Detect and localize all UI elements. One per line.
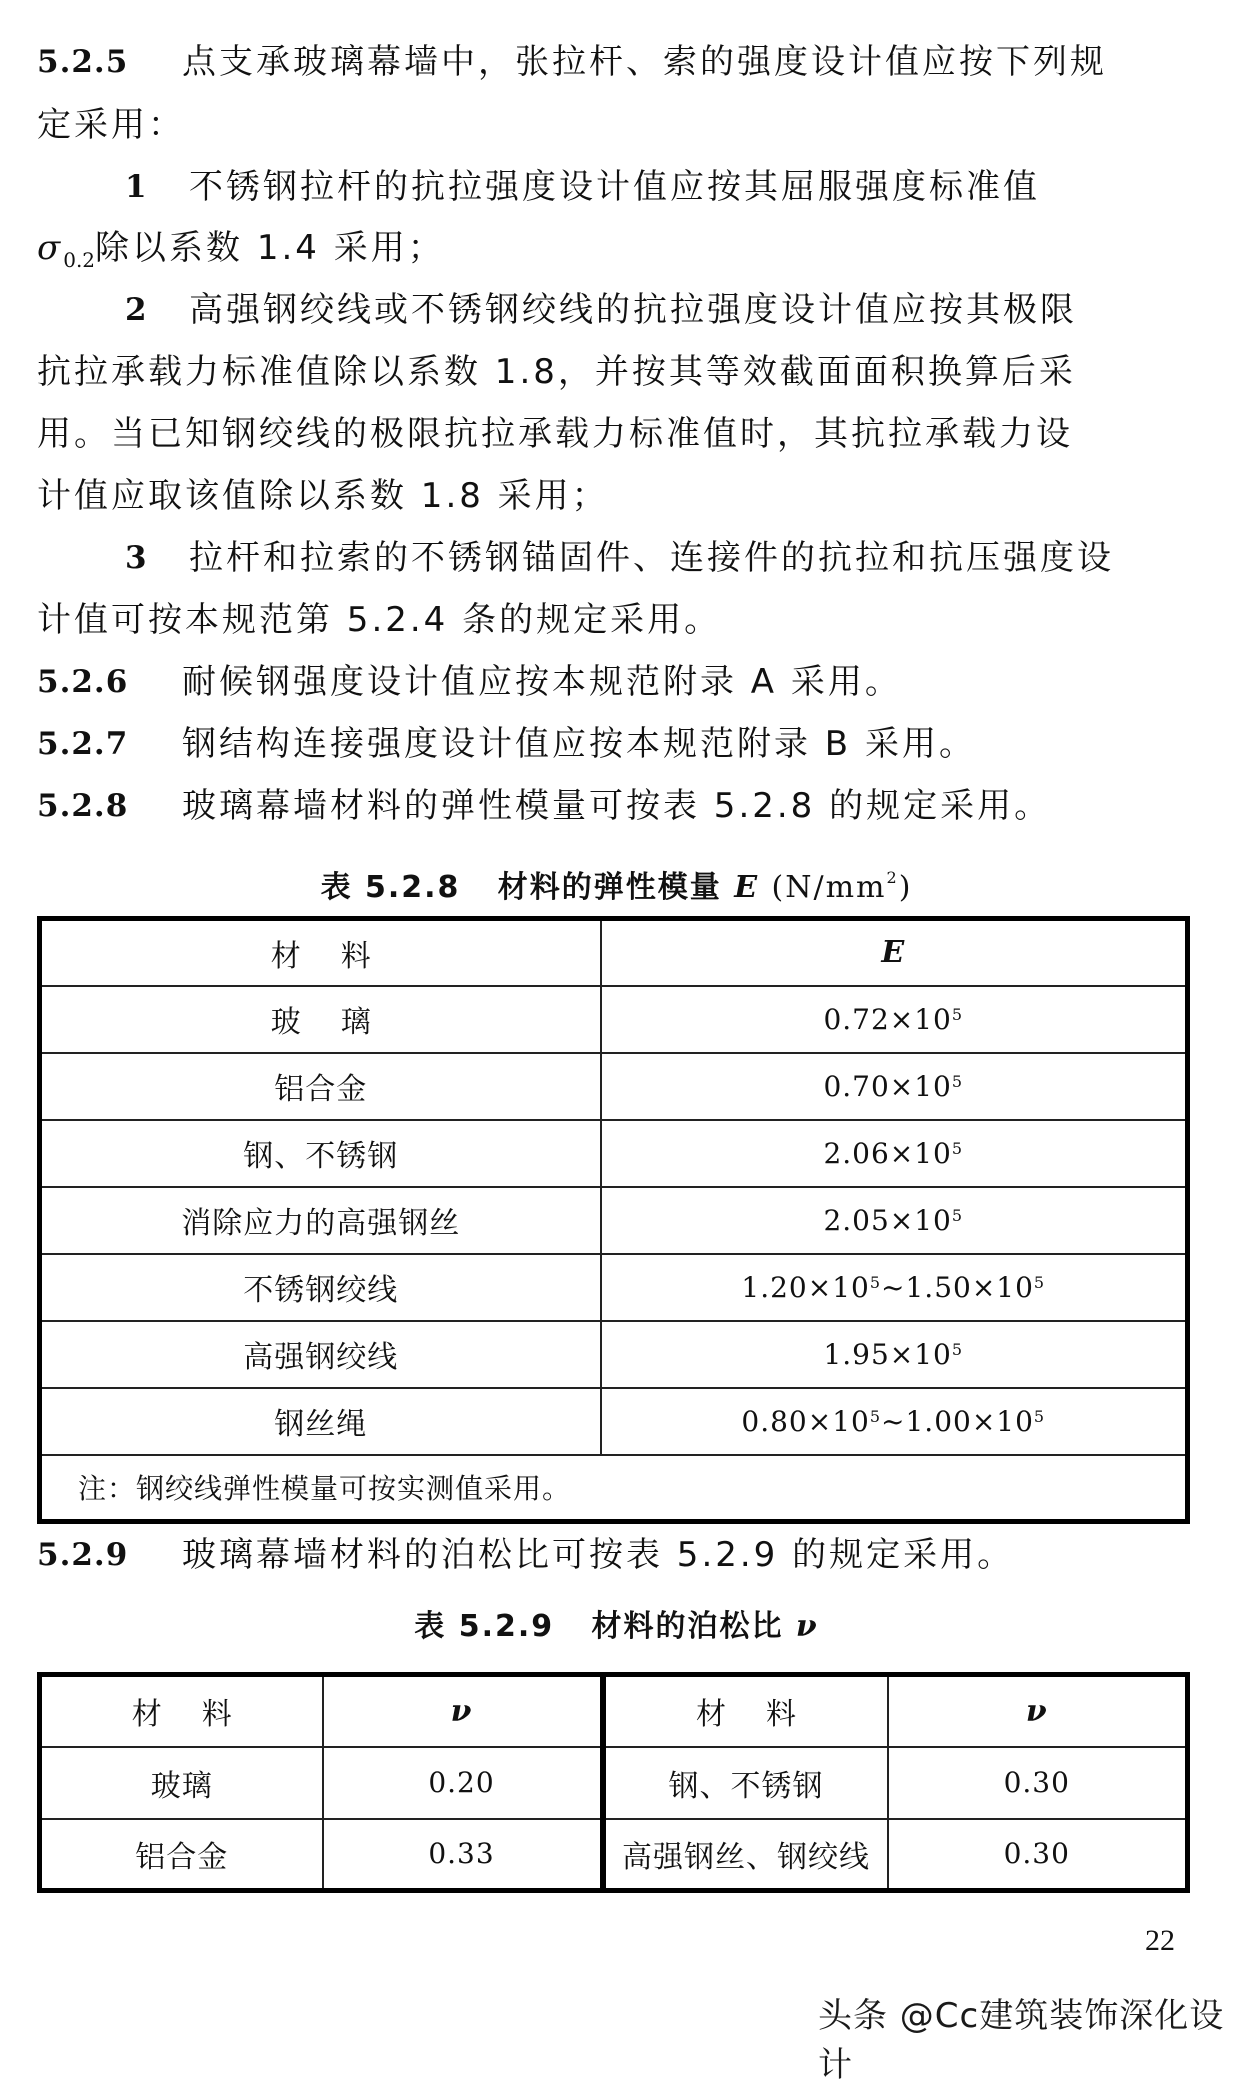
header-material: 材料 <box>40 919 601 986</box>
table-row <box>40 1819 1188 1891</box>
unit: $(N/mm^2)$ <box>771 868 913 905</box>
clause-5-2-5-line-2 <box>37 94 185 156</box>
clause-number: 5.2.8 <box>37 788 129 824</box>
clause-text: 定采用： <box>37 105 185 145</box>
modulus-cell: $0.80\times 10^5\sim 1.00\times 10^5$ <box>601 1388 1188 1455</box>
clause-text: 玻璃幕墙材料的弹性模量可按表 5.2.8 的规定采用。 <box>182 786 1052 826</box>
material-cell: 钢、不锈钢 <box>603 1747 888 1819</box>
item-3-line-2 <box>37 589 721 651</box>
table-row <box>40 1187 1188 1254</box>
material-cell: 玻璃 <box>40 986 601 1053</box>
clause-number: 5.2.6 <box>37 664 129 700</box>
clause-text: 钢结构连接强度设计值应按本规范附录 B 采用。 <box>182 724 976 764</box>
poisson-ratio-table <box>37 1672 1190 1893</box>
material-cell: 钢、不锈钢 <box>40 1120 601 1187</box>
table-row <box>40 1321 1188 1388</box>
clause-text: 玻璃幕墙材料的泊松比可按表 5.2.9 的规定采用。 <box>182 1535 1015 1575</box>
table-5-2-8-title <box>0 866 1233 910</box>
poisson-cell: 0.30 <box>888 1819 1188 1891</box>
modulus-cell: $2.05\times 10^5$ <box>601 1187 1188 1254</box>
item-text: 抗拉承载力标准值除以系数 1.8，并按其等效截面面积换算后采 <box>37 352 1076 392</box>
table-caption: 材料的泊松比 <box>591 1609 784 1644</box>
clause-text: 耐候钢强度设计值应按本规范附录 A 采用。 <box>182 662 902 702</box>
material-cell: 高强钢绞线 <box>40 1321 601 1388</box>
item-text: 计值可按本规范第 5.2.4 条的规定采用。 <box>37 600 722 640</box>
item-text: 计值应取该值除以系数 1.8 采用； <box>37 476 609 516</box>
header-material-right: 材料 <box>603 1675 888 1747</box>
material-cell: 玻璃 <box>40 1747 323 1819</box>
material-cell: 钢丝绳 <box>40 1388 601 1455</box>
modulus-symbol: E <box>734 870 760 905</box>
table-row <box>40 986 1188 1053</box>
table-row <box>40 1053 1188 1120</box>
poisson-symbol: ν <box>795 1609 819 1644</box>
clause-number: 5.2.9 <box>37 1537 129 1573</box>
item-2-line-2 <box>37 341 1076 403</box>
poisson-cell: 0.20 <box>323 1747 603 1819</box>
table-row <box>40 1388 1188 1455</box>
modulus-cell: $0.72\times 10^5$ <box>601 986 1188 1053</box>
item-text: 除以系数 1.4 采用； <box>95 228 445 268</box>
item-1-line-2 <box>37 217 445 279</box>
elastic-modulus-table <box>37 916 1190 1524</box>
table-note-row <box>40 1455 1188 1522</box>
header-nu-left: ν <box>323 1675 603 1747</box>
material-cell: 不锈钢绞线 <box>40 1254 601 1321</box>
header-material-left: 材料 <box>40 1675 323 1747</box>
material-cell: 消除应力的高强钢丝 <box>40 1187 601 1254</box>
watermark: 头条 @Cc建筑装饰深化设计 <box>818 1996 1225 2085</box>
clause-number: 5.2.5 <box>37 44 129 80</box>
modulus-cell: $2.06\times 10^5$ <box>601 1120 1188 1187</box>
material-cell: 铝合金 <box>40 1053 601 1120</box>
table-note: 注：钢绞线弹性模量可按实测值采用。 <box>40 1455 1188 1522</box>
table-header-row <box>40 919 1188 986</box>
table-number: 表 5.2.9 <box>414 1609 555 1644</box>
material-cell: 铝合金 <box>40 1819 323 1891</box>
modulus-cell: $0.70\times 10^5$ <box>601 1053 1188 1120</box>
item-2-line-3 <box>37 403 1073 465</box>
clause-text: 点支承玻璃幕墙中，张拉杆、索的强度设计值应按下列规 <box>182 42 1107 82</box>
material-cell: 高强钢丝、钢绞线 <box>603 1819 888 1891</box>
table-row <box>40 1747 1188 1819</box>
clause-number: 5.2.7 <box>37 726 129 762</box>
item-text: 高强钢绞线或不锈钢绞线的抗拉强度设计值应按其极限 <box>189 290 1077 330</box>
modulus-cell: $1.20\times 10^5\sim 1.50\times 10^5$ <box>601 1254 1188 1321</box>
item-text: 不锈钢拉杆的抗拉强度设计值应按其屈服强度标准值 <box>189 167 1040 207</box>
poisson-cell: 0.33 <box>323 1819 603 1891</box>
sigma-symbol: $\sigma_{0.2}$ <box>37 228 96 272</box>
item-text: 用。当已知钢绞线的极限抗拉承载力标准值时，其抗拉承载力设 <box>37 414 1073 454</box>
page-number: 22 <box>1145 1924 1175 1957</box>
table-row <box>40 1120 1188 1187</box>
poisson-cell: 0.30 <box>888 1747 1188 1819</box>
table-header-row <box>40 1675 1188 1747</box>
item-text: 拉杆和拉索的不锈钢锚固件、连接件的抗拉和抗压强度设 <box>189 538 1114 578</box>
table-row <box>40 1254 1188 1321</box>
item-number: 2 <box>125 292 150 328</box>
table-number: 表 5.2.8 <box>320 870 461 905</box>
item-number: 1 <box>125 169 150 205</box>
header-e: E <box>601 919 1188 986</box>
table-caption: 材料的弹性模量 <box>497 870 722 905</box>
header-nu-right: ν <box>888 1675 1188 1747</box>
modulus-cell: $1.95\times 10^5$ <box>601 1321 1188 1388</box>
item-number: 3 <box>125 540 150 576</box>
table-5-2-9-title <box>0 1605 1233 1649</box>
item-2-line-4 <box>37 465 609 527</box>
